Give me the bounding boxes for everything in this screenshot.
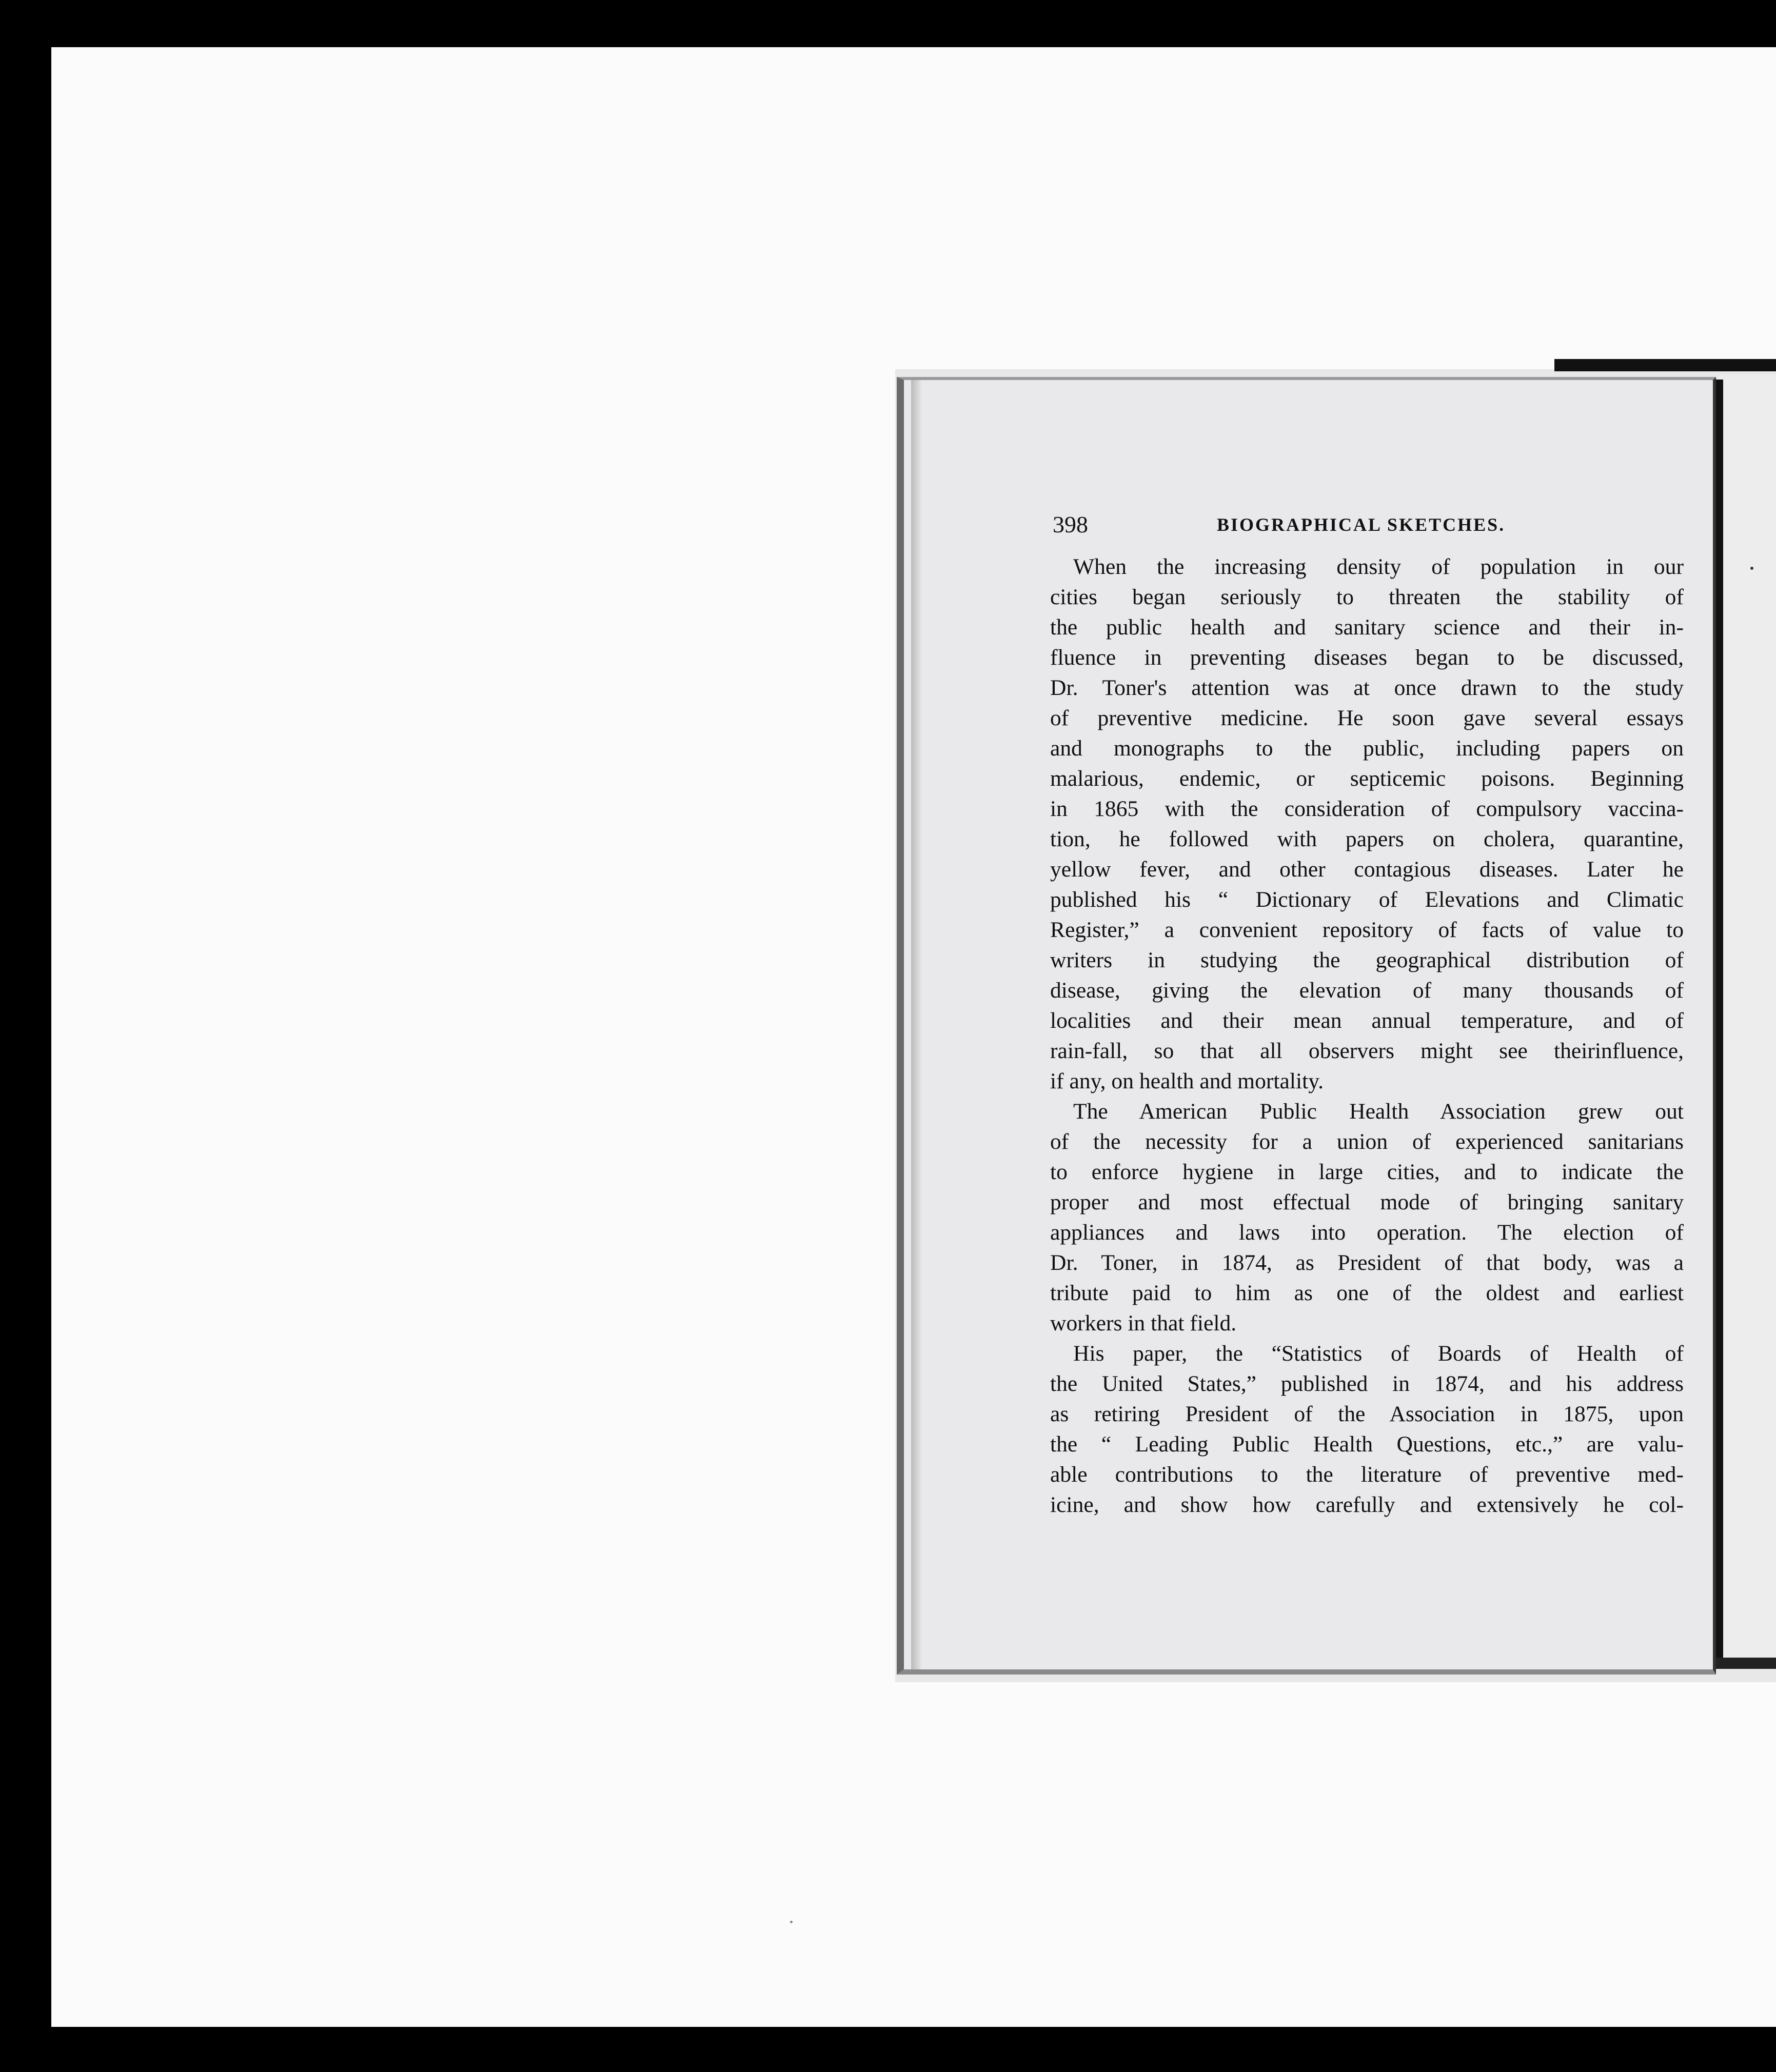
text-line: The American Public Health Association grew out <box>1073 1099 1684 1124</box>
paragraph-3 <box>1050 1339 1684 1520</box>
text-line: if any, on health and mortality. <box>1050 1069 1324 1093</box>
text-line: in 1865 with the consideration of compulsory vaccina- <box>1050 796 1684 821</box>
text-line: workers in that field. <box>1050 1311 1237 1336</box>
text-line: of preventive medicine. He soon gave several essays <box>1050 706 1684 730</box>
page-number: 398 <box>1053 511 1088 537</box>
dust-speck <box>1750 567 1753 570</box>
text-line: Dr. Toner's attention was at once drawn to the study <box>1050 675 1684 700</box>
text-line: yellow fever, and other contagious diseases. Later he <box>1050 857 1684 882</box>
running-head <box>1053 511 1648 542</box>
book-page <box>897 377 1716 1675</box>
paragraph-2 <box>1050 1097 1684 1339</box>
text-line: cities began seriously to threaten the stability of <box>1050 585 1684 609</box>
facing-page-edge <box>1719 374 1776 1662</box>
text-line: rain-fall, so that all observers might see theirinfluence, <box>1050 1039 1684 1063</box>
page-gutter-shadow <box>911 380 922 1669</box>
text-line: Dr. Toner, in 1874, as President of that body, was a <box>1050 1250 1684 1275</box>
text-line: fluence in preventing diseases began to be discussed, <box>1050 645 1684 670</box>
text-line: able contributions to the literature of preventive med- <box>1050 1462 1684 1487</box>
facing-page-binding <box>1716 380 1723 1662</box>
text-line: Register,” a convenient repository of facts of value to <box>1050 918 1684 942</box>
text-line: as retiring President of the Association in 1875, upon <box>1050 1402 1684 1426</box>
text-line: malarious, endemic, or septicemic poisons. Beginning <box>1050 766 1684 791</box>
text-line: His paper, the “Statistics of Boards of Health of <box>1073 1341 1684 1366</box>
text-line: of the necessity for a union of experienced sanitarians <box>1050 1129 1684 1154</box>
text-line: appliances and laws into operation. The election of <box>1050 1220 1684 1245</box>
text-line: the public health and sanitary science and their in- <box>1050 615 1684 640</box>
text-line: tion, he followed with papers on cholera, quarantine, <box>1050 827 1684 851</box>
text-line: tribute paid to him as one of the oldest and earliest <box>1050 1281 1684 1305</box>
text-line: disease, giving the elevation of many thousands of <box>1050 978 1684 1003</box>
text-line: icine, and show how carefully and extensively he col- <box>1050 1492 1684 1517</box>
body-text <box>1050 552 1684 1520</box>
text-line: localities and their mean annual temperature, and of <box>1050 1008 1684 1033</box>
text-line: the United States,” published in 1874, and his address <box>1050 1371 1684 1396</box>
text-line: to enforce hygiene in large cities, and to indicate the <box>1050 1160 1684 1184</box>
running-head-title: BIOGRAPHICAL SKETCHES. <box>1217 514 1506 535</box>
book-cover-top-edge <box>1554 359 1776 371</box>
text-line: writers in studying the geographical distribution of <box>1050 948 1684 972</box>
dust-speck <box>790 1921 793 1923</box>
text-line: and monographs to the public, including papers on <box>1050 736 1684 761</box>
text-line: When the increasing density of population in our <box>1073 554 1684 579</box>
paragraph-1 <box>1050 552 1684 1097</box>
text-line: the “ Leading Public Health Questions, etc.,” are valu- <box>1050 1432 1684 1457</box>
text-line: proper and most effectual mode of bringing sanitary <box>1050 1190 1684 1214</box>
text-line: published his “ Dictionary of Elevations and Climatic <box>1050 887 1684 912</box>
